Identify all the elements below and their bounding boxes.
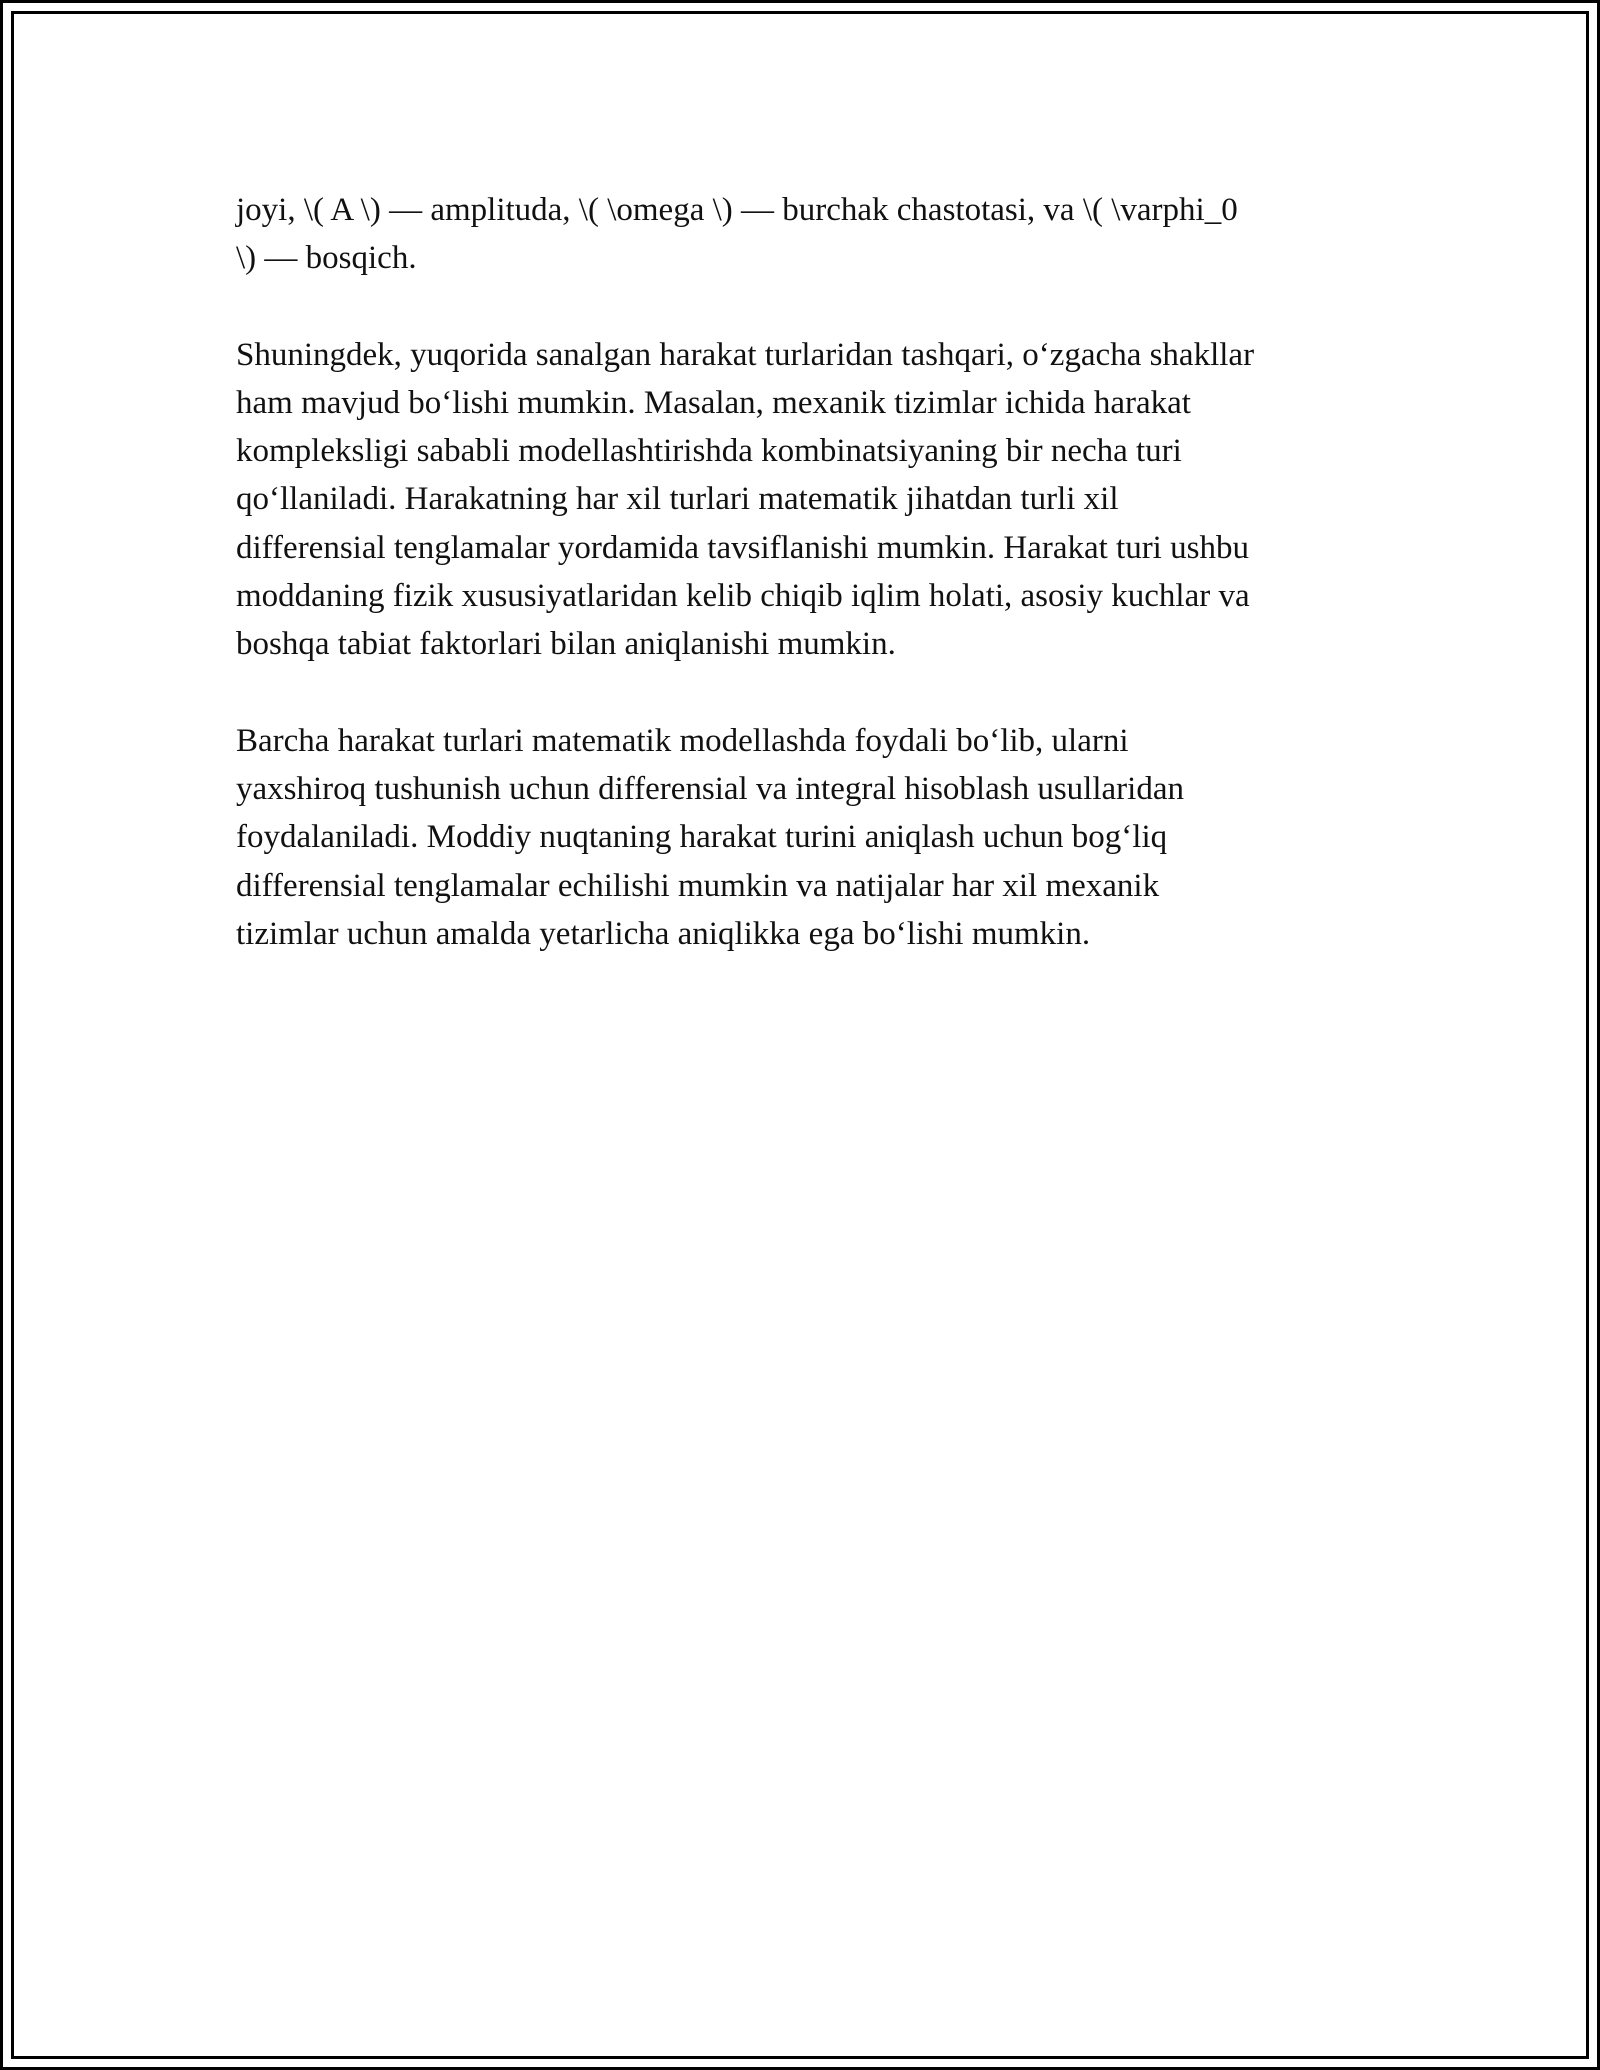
text-line: ham mavjud bo‘lishi mumkin. Masalan, mexanik tizimlar ichida harakat bbox=[236, 384, 1191, 421]
text-line: tizimlar uchun amalda yetarlicha aniqlikka ega bo‘lishi mumkin. bbox=[236, 915, 1091, 952]
text-line: qo‘llaniladi. Harakatning har xil turlari matematik jihatdan turli xil bbox=[236, 481, 1119, 518]
text-line: Barcha harakat turlari matematik modellashda foydali bo‘lib, ularni bbox=[236, 722, 1129, 759]
text-line: yaxshiroq tushunish uchun differensial va integral hisoblash usullaridan bbox=[236, 770, 1184, 807]
text-line: joyi, \( A \) — amplituda, \( \omega \) — burchak chastotasi, va \( \varphi_0 bbox=[236, 192, 1238, 228]
paragraph-other-motion-types bbox=[236, 331, 1396, 669]
text-line: kompleksligi sababli modellashtirishda kombinatsiyaning bir necha turi bbox=[236, 433, 1182, 470]
text-line: foydalaniladi. Moddiy nuqtaning harakat turini aniqlash uchun bog‘liq bbox=[236, 819, 1168, 856]
paragraph-mathematical-modeling bbox=[236, 717, 1396, 958]
paragraph-continuation bbox=[236, 186, 1396, 283]
document-body bbox=[236, 186, 1396, 1006]
text-line: boshqa tabiat faktorlari bilan aniqlanishi mumkin. bbox=[236, 626, 896, 663]
text-line: differensial tenglamalar echilishi mumkin va natijalar har xil mexanik bbox=[236, 867, 1160, 904]
text-line: Shuningdek, yuqorida sanalgan harakat turlaridan tashqari, o‘zgacha shakllar bbox=[236, 336, 1255, 373]
text-line: differensial tenglamalar yordamida tavsiflanishi mumkin. Harakat turi ushbu bbox=[236, 529, 1249, 566]
text-line: moddaning fizik xususiyatlaridan kelib chiqib iqlim holati, asosiy kuchlar va bbox=[236, 578, 1250, 615]
text-line: \) — bosqich. bbox=[236, 240, 417, 277]
